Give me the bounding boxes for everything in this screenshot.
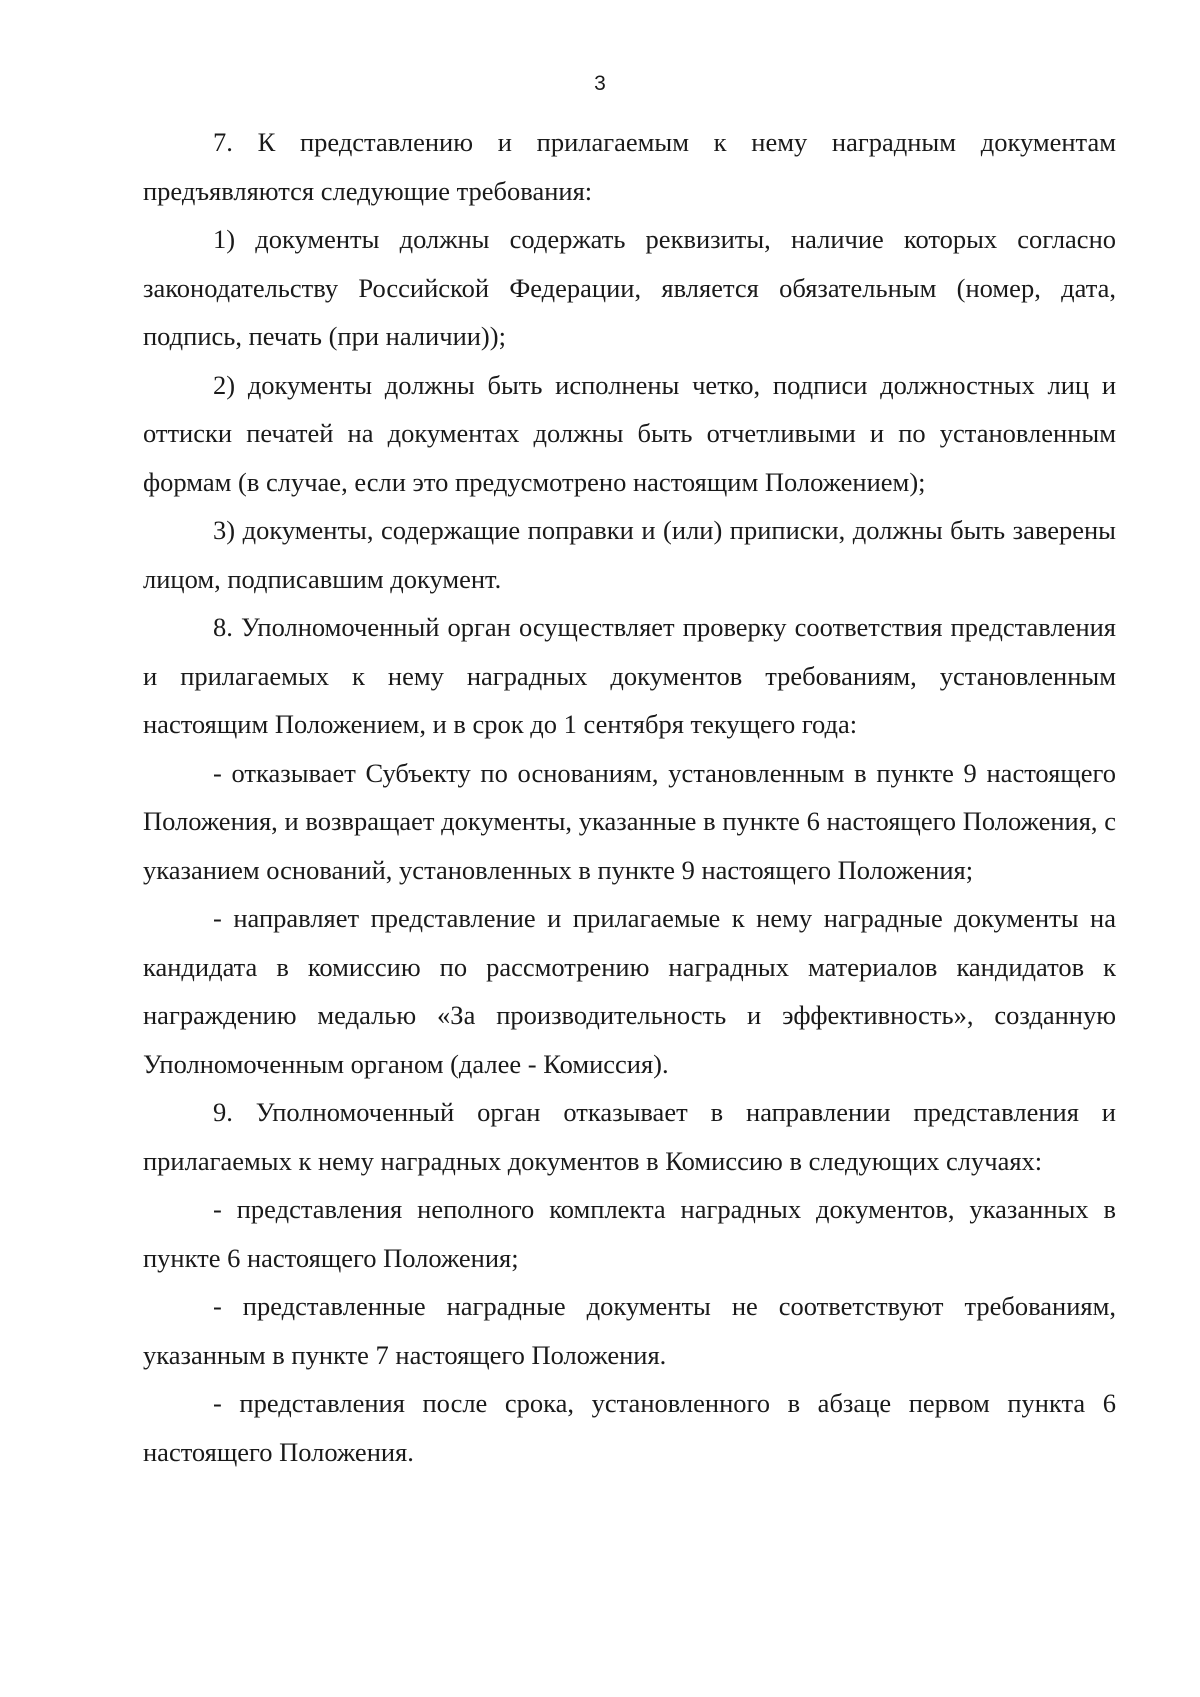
paragraph-item-9: 9. Уполномоченный орган отказывает в направлении представления и прилагаемых к нему наградных документов в Комиссию в следующих случаях: [143,1097,1116,1176]
paragraph-item-8: 8. Уполномоченный орган осуществляет проверку соответствия представления и прилагаемых к нему наградных документов требованиям, установленным настоящим Положением, и в срок до 1 сентября текущего года: [143,612,1116,739]
paragraph-item-7: 7. К представлению и прилагаемым к нему наградным документам предъявляются следующие требования: [143,127,1116,206]
paragraph-bullet-noncompliant: - представленные наградные документы не соответствуют требованиям, указанным в пункте 7 настоящего Положения. [143,1291,1116,1370]
paragraph-bullet-refuse: - отказывает Субъекту по основаниям, установленным в пункте 9 настоящего Положения, и возвращает документы, указанные в пункте 6 настоящего Положения, с указанием оснований, установленных в пункте 9 настоящего Положения; [143,757,1116,885]
paragraph-subitem-1: 1) документы должны содержать реквизиты, наличие которых согласно законодательству Российской Федерации, является обязательным (номер, дата, подпись, печать (при наличии)); [143,224,1116,351]
paragraph-subitem-2: 2) документы должны быть исполнены четко, подписи должностных лиц и оттиски печатей на документах должны быть отчетливыми и по установленным формам (в случае, если это предусмотрено настоящим Положением); [143,369,1116,497]
paragraph-bullet-late: - представления после срока, установленного в абзаце первом пункта 6 настоящего Положения. [143,1388,1116,1467]
paragraph-bullet-incomplete: - представления неполного комплекта наградных документов, указанных в пункте 6 настоящего Положения; [143,1194,1116,1273]
paragraph-subitem-3: 3) документы, содержащие поправки и (или) приписки, должны быть заверены лицом, подписавшим документ. [143,515,1116,594]
paragraph-bullet-forward: - направляет представление и прилагаемые к нему наградные документы на кандидата в комиссию по рассмотрению наградных материалов кандидатов к награждению медалью «За производительность и эффективность», созданную Уполномоченным органом (далее - Комиссия). [143,903,1116,1079]
page-number: 3 [594,72,606,95]
document-body [143,118,1116,1476]
